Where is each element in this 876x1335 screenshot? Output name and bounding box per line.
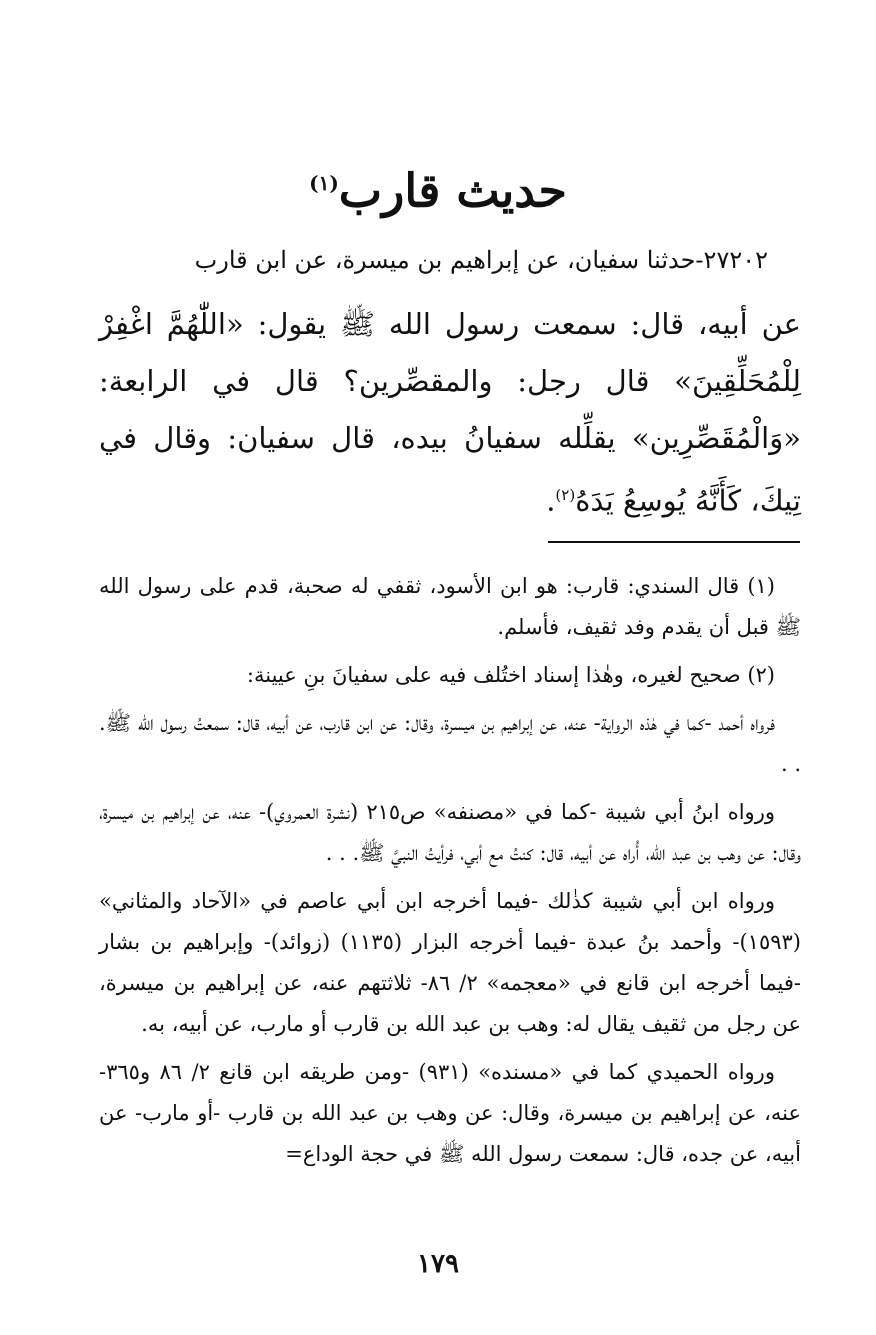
page-number: ١٧٩ (417, 1249, 459, 1279)
footnote-paragraph: ورواه ابن أبي شيبة كذٰلك -فيما أخرجه ابن أبي عاصم في «الآحاد والمثاني» (١٥٩٣)- وأحمد بنُ عبدة -فيما أخرجه البزار (١١٣٥) (زوائد)- وإبراهيم بن بشار -فيما أخرجه ابن قانع في «معجمه» ٢/ ٨٦- ثلاثتهم عنه، عن إبراهيم بن ميسرة، عن رجل من ثقيف يقال له: وهب بن عبد الله بن قارب أو مارب، عن أبيه، به. (99, 889, 801, 1036)
hadith-end-mark: . (546, 483, 556, 518)
chapter-title-text: حديث قارب (338, 163, 567, 218)
hadith-heading: ٢٧٢٠٢-حدثنا سفيان، عن إبراهيم بن ميسرة، عن ابن قارب (194, 246, 768, 274)
footnote-paragraph: ورواه الحميدي كما في «مسنده» (٩٣١) -ومن طريقه ابن قانع ٢/ ٨٦ و٣٦٥- عنه، عن إبراهيم بن ميسرة، وقال: عن وهب بن عبد الله بن قارب -أو مارب- عن أبيه، عن جده، قال: سمعت رسول الله ﷺ في حجة الوداع= (99, 1060, 801, 1166)
hadith-text-block (99, 296, 801, 530)
footnotes (99, 566, 801, 1175)
chapter-title (0, 148, 876, 225)
footnote-paragraph: ورواه ابنُ أبي شيبة -كما في «مصنفه» ص٢١٥ (نشرة العمروي)- عنه، عن إبراهيم بن ميسرة، وقال: عن وهب بن عبد الله، أُراه عن أبيه، قال: كنتُ مع أبي، فرأيتُ النبيَّ ﷺ. . . (99, 800, 801, 865)
hadith-footnote-marker: (٢) (555, 486, 576, 504)
hadith-text: عن أبيه، قال: سمعت رسول الله ﷺ يقول: «اللّٰهُمَّ اغْفِرْ لِلْمُحَلِّقِينَ» قال رجل: والمقصِّرين؟ قال في الرابعة: «وَالْمُقَصِّرِين» يقلِّله سفيانُ بيده، قال سفيان: وقال في تِيكَ، كَأَنَّهُ يُوسِعُ يَدَهُ (99, 307, 801, 518)
footnote-2: (٢) صحيح لغيره، وهٰذا إسناد اختُلف فيه على سفيانَ بنِ عيينة: (246, 663, 775, 687)
footnote-1: (١) قال السندي: قارب: هو ابن الأسود، ثقفي له صحبة، قدم على رسول الله ﷺ قبل أن يقدم وفد ثقيف، فأسلم. (99, 574, 801, 639)
footnote-separator (548, 541, 800, 543)
title-footnote-marker: (١) (309, 171, 339, 195)
footnote-paragraph: فرواه أحمد -كما في هٰذه الرواية- عنه، عن إبراهيم بن ميسرة، وقال: عن ابن قارب، عن أبيه، قال: سمعتُ رسول الله ﷺ. . . (99, 711, 801, 776)
